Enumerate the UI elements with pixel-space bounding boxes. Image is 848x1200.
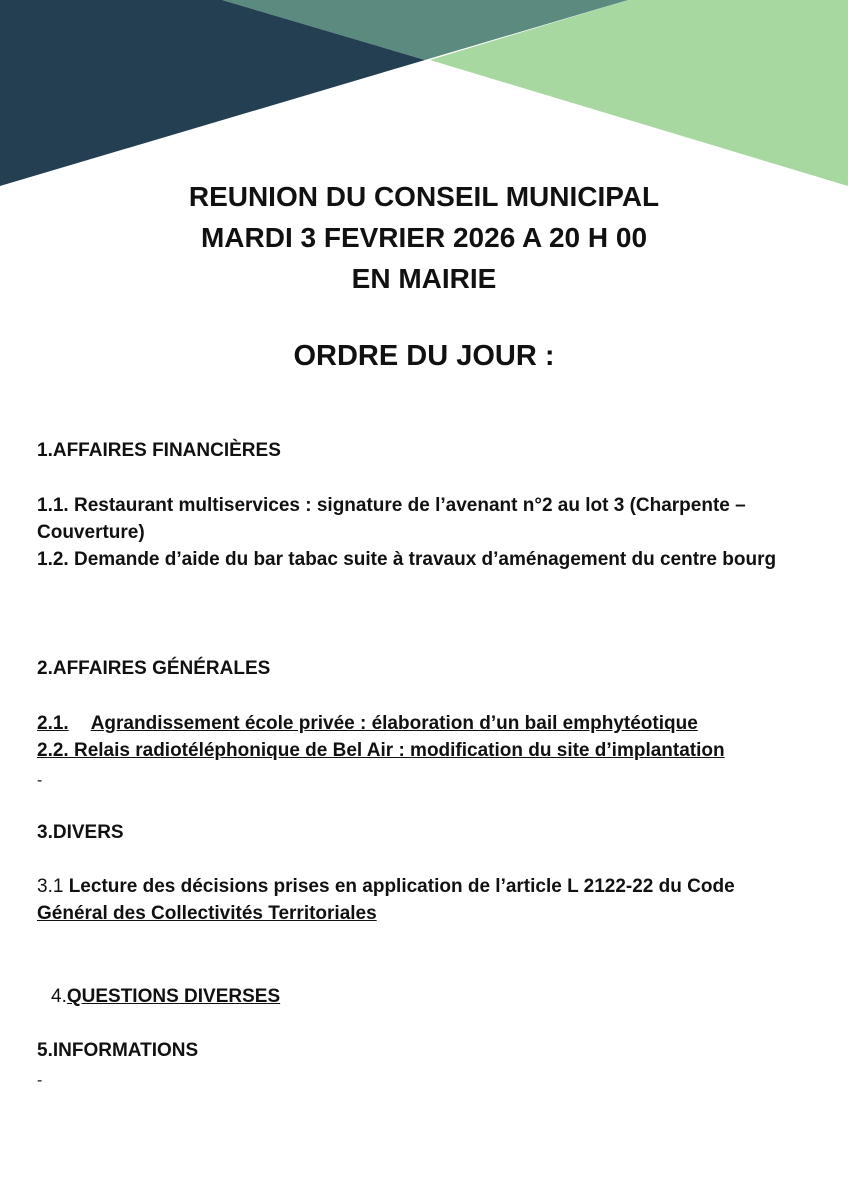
section-2-item-1: 2.1. Agrandissement école privée : élaboration d’un bail emphytéotique <box>37 713 698 734</box>
section-1-heading: 1.AFFAIRES FINANCIÈRES <box>37 440 281 461</box>
meeting-date: MARDI 3 FEVRIER 2026 A 20 H 00 <box>200 222 648 253</box>
section-4-heading: 4.QUESTIONS DIVERSES <box>51 986 281 1007</box>
section-3-item: 3.1 Lecture des décisions prises en application de l’article L 2122-22 du Code Général des Collectivités Territoriales <box>37 876 735 924</box>
meeting-location: EN MAIRIE <box>351 263 497 294</box>
dash-separator: - <box>37 772 43 789</box>
section-3-heading: 3.DIVERS <box>37 822 124 843</box>
header-decoration <box>0 0 848 190</box>
meeting-header <box>0 176 848 299</box>
section-5-heading: 5.INFORMATIONS <box>37 1040 199 1061</box>
meeting-title: REUNION DU CONSEIL MUNICIPAL <box>188 181 660 212</box>
dash-separator: - <box>37 1072 43 1089</box>
section-1-item-2: 1.2. Demande d’aide du bar tabac suite à travaux d’aménagement du centre bourg <box>37 549 777 570</box>
section-1-item-1: 1.1. Restaurant multiservices : signature de l’avenant n°2 au lot 3 (Charpente – Couverture) <box>37 495 746 543</box>
section-2-heading: 2.AFFAIRES GÉNÉRALES <box>37 658 271 679</box>
section-2-item-2: 2.2. Relais radiotéléphonique de Bel Air : modification du site d’implantation <box>37 740 725 761</box>
agenda-title: ORDRE DU JOUR : <box>293 340 555 372</box>
